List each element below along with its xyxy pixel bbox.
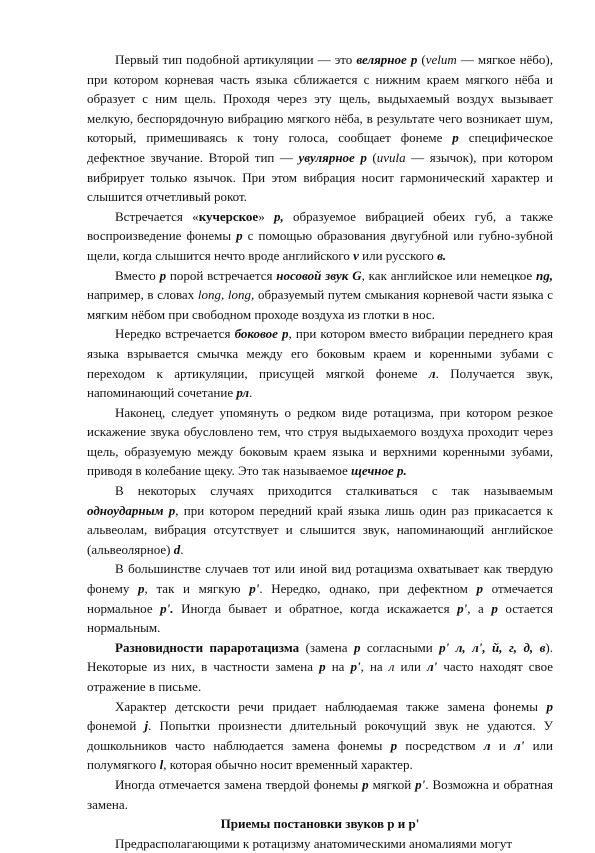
paragraph	[87, 207, 553, 266]
text-run: Вместо	[115, 267, 160, 283]
paragraph	[87, 266, 553, 325]
paragraph	[87, 697, 553, 775]
text-run: . Попытки произнести длительный рокочущий звук не удаются. У дошкольников часто наблюдается замена фонемы	[87, 718, 554, 753]
bold-italic-term: d	[173, 541, 181, 557]
text-run: или полумягкого	[87, 737, 553, 773]
text-run: , а	[467, 600, 492, 616]
paragraph	[87, 481, 553, 559]
text-run: , как английское или немецкое	[361, 267, 537, 283]
text-run: посредством	[397, 737, 484, 753]
text-run: »	[258, 208, 274, 224]
paragraph	[87, 50, 553, 207]
paragraph	[87, 775, 553, 814]
text-run: .	[180, 541, 184, 557]
text-run: , так и мягкую	[144, 581, 250, 597]
paragraph	[87, 638, 553, 697]
document-page	[87, 50, 553, 853]
text-run: Нередко встречается	[115, 326, 235, 342]
bold-italic-term: р	[138, 581, 145, 597]
text-run: с помощью образования двугубной или губно-зубной щели, когда слышится нечто вроде английского	[87, 228, 553, 263]
text-run: или	[394, 659, 427, 675]
bold-italic-term: боковое р	[234, 326, 289, 342]
text-run: Иногда отмечается замена твердой фонемы	[115, 776, 363, 792]
bold-italic-term: р'	[350, 659, 361, 675]
paragraph: Предрасполагающими к ротацизму анатомическими аномалиями могут	[115, 835, 513, 851]
paragraph	[87, 324, 553, 402]
bold-italic-term: л'	[427, 659, 438, 675]
bold-italic-term: одноударным р	[87, 502, 176, 518]
bold-italic-term: в.	[437, 247, 447, 263]
bold-italic-term: р,	[273, 208, 284, 224]
bold-italic-term: л	[428, 365, 436, 381]
text-run: (	[366, 149, 377, 165]
bold-italic-term: р	[491, 600, 498, 616]
text-run: .	[249, 385, 253, 401]
bold-italic-term: р'.	[160, 600, 174, 616]
paragraph	[87, 403, 553, 481]
text-run: . Нередко, однако, при дефектном	[259, 581, 477, 597]
text-run: например, в словах	[87, 287, 198, 303]
italic-term: long, long,	[197, 287, 255, 303]
bold-italic-term: р' л, л', й, г, д, в	[439, 639, 546, 655]
bold-italic-term: р'	[457, 600, 468, 616]
bold-term: Разновидности параротацизма	[115, 639, 300, 655]
text-run: . Получается звук, напоминающий сочетание	[87, 365, 553, 401]
bold-italic-term: v	[353, 247, 359, 263]
bold-italic-term: l	[159, 757, 164, 773]
bold-italic-term: р'	[415, 776, 426, 792]
bold-italic-term: р	[319, 659, 326, 675]
bold-italic-term: щечное р.	[351, 463, 407, 479]
text-run: , на	[360, 659, 389, 675]
text-run: (	[417, 52, 426, 67]
text-run: фонемой	[87, 718, 145, 734]
text-run: часто находят свое отражение в письме.	[87, 659, 553, 694]
text-run: образуемое вибрацией обеих губ, а также воспроизведение фонемы	[87, 208, 553, 244]
bold-italic-term: р	[236, 228, 243, 244]
text-run: порой встречается	[166, 267, 277, 283]
text-run: согласными	[360, 639, 440, 655]
text-run: на	[325, 659, 351, 675]
text-run: , при котором вместо вибрации переднего края языка взрывается смычка между его боковым краем и коренными зубами с переходом к артикуляции, присущей мягкой фонеме	[87, 326, 553, 381]
text-run: остается нормальным.	[87, 600, 553, 636]
text-run: . Возможна и обратная замена.	[87, 776, 553, 812]
italic-term: л	[388, 659, 395, 675]
text-run: В некоторых случаях приходится сталкиваться с так называемым	[115, 483, 553, 499]
bold-italic-term: велярное р	[356, 52, 418, 67]
bold-italic-term: ng,	[536, 267, 553, 283]
text-run: , которая обычно носит временный характер.	[163, 757, 413, 773]
text-run: мягкой	[368, 776, 416, 792]
bold-italic-term: увулярное р	[298, 149, 367, 165]
text-run: или русского	[358, 247, 438, 263]
text-run: — мягкое нёбо), при котором корневая часть языка сближается с нижним краем мягкого нёба и образует с ним щель. Проходя через эту щель, выдыхаемый воздух вызывает мелкую, беспорядочную вибрацию мягкого нёба, в результате чего возникает шум, который, примешиваясь к тону голоса, сообщает фонеме	[87, 52, 553, 146]
text-run: и	[490, 737, 515, 753]
text-run: — язычок), при котором вибрирует только язычок. При этом вибрация носит гармонический характер и слышится отчетливый рокот.	[87, 149, 553, 205]
bold-italic-term: р	[362, 776, 369, 792]
text-run: Иногда бывает и обратное, когда искажается	[173, 600, 458, 616]
italic-term: velum	[425, 52, 457, 67]
bold-term: кучерское	[198, 208, 259, 224]
bold-italic-term: р	[452, 130, 459, 146]
bold-italic-term: р	[546, 698, 553, 714]
section-heading: Приемы постановки звуков р и р'	[220, 816, 420, 832]
bold-italic-term: р	[476, 581, 483, 597]
text-run: (замена	[299, 639, 354, 655]
bold-italic-term: рл	[236, 385, 250, 401]
bold-italic-term: л'	[514, 737, 525, 753]
bold-italic-term: р'	[249, 581, 260, 597]
text-run: Наконец, следует упомянуть о редком виде ротацизма, при котором резкое искажение звука обусловлено тем, что струя выдыхаемого воздуха проходит через щель, образуемую между боковым краем языка и верхними коренными зубами, приводя в колебание щеку. Это так называемое	[87, 404, 553, 479]
bold-italic-term: р	[353, 639, 361, 655]
bold-italic-term: носовой звук G	[276, 267, 362, 283]
text-run: , при котором передний край языка лишь один раз прикасается к альвеолам, вибрация отсутствует и слышится звук, напоминающий английское (альвеолярное)	[87, 502, 553, 557]
italic-term: uvula	[376, 149, 406, 165]
bold-italic-term: л	[483, 737, 491, 753]
text-run: ). Некоторые из них, в частности замена	[87, 639, 553, 675]
bold-italic-term: j	[144, 718, 149, 734]
text-run: отмечается нормальное	[87, 581, 553, 616]
text-run: образуемый путем смыкания корневой части языка с мягким нёбом при свободном проходе воздуха из глотки в нос.	[87, 287, 553, 322]
bold-italic-term: р	[390, 737, 398, 753]
text-run: Характер детскости речи придает наблюдаемая также замена фонемы	[115, 698, 547, 714]
bold-italic-term: р	[159, 267, 167, 283]
text-run: специфическое дефектное звучание. Второй тип —	[87, 130, 553, 165]
text-run: Первый тип подобной артикуляции — это	[115, 52, 357, 67]
text-run: В большинстве случаев тот или иной вид ротацизма охватывает как твердую фонему	[87, 561, 553, 597]
text-run: Встречается «	[115, 208, 199, 224]
paragraph	[87, 559, 553, 637]
